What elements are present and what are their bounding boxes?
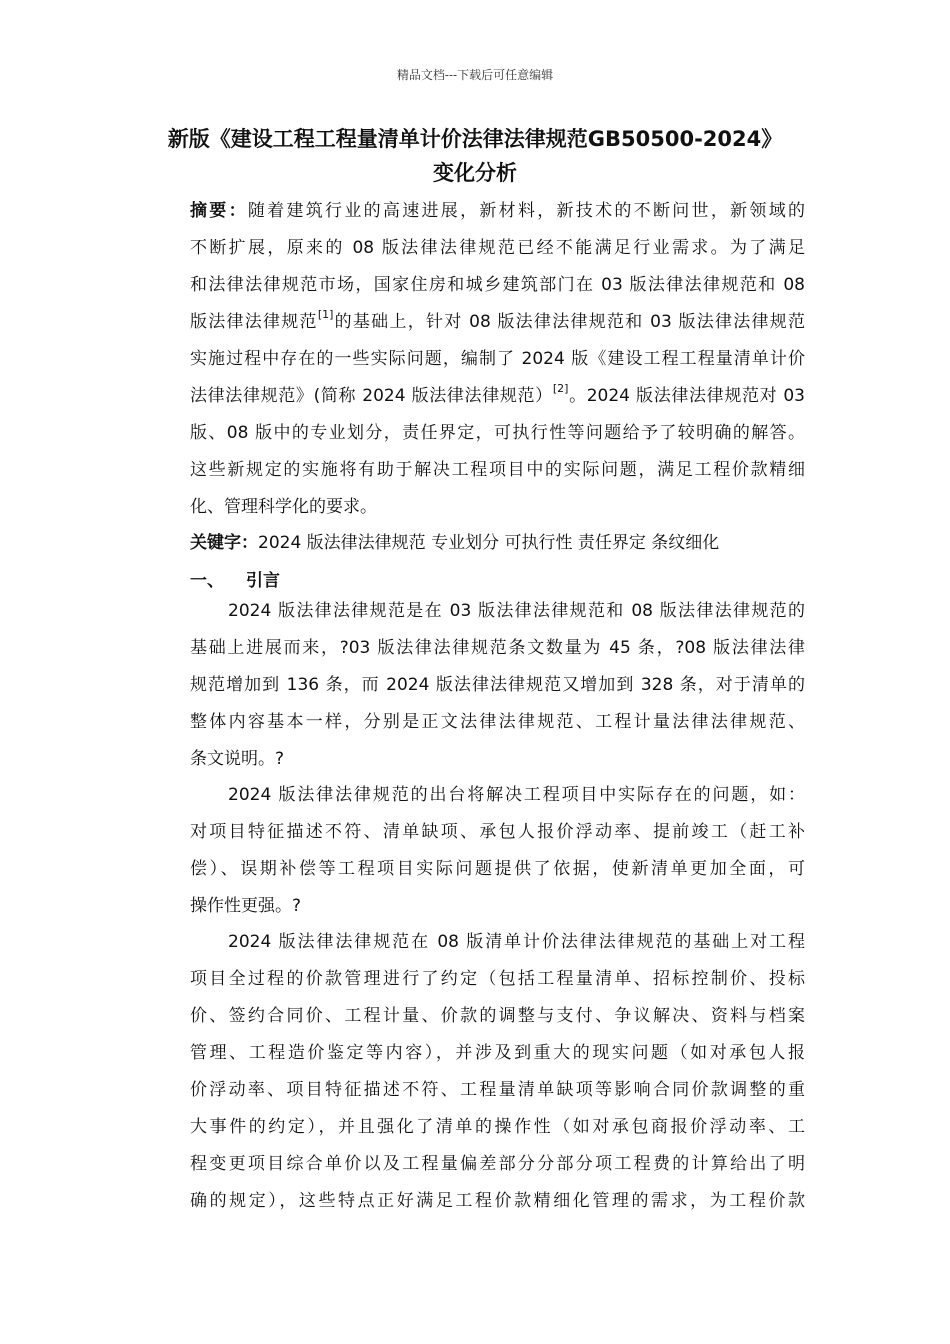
paragraph-line: 对项目特征描述不符、清单缺项、承包人报价浮动率、提前竣工（赶工补 [190, 822, 805, 842]
paragraph-line: 操作性更强。? [190, 896, 302, 916]
document-title-line2: 变化分析 [433, 161, 517, 185]
paragraph-line: 整体内容基本一样，分别是正文法律法律规范、工程计量法律法律规范、 [190, 712, 805, 732]
paragraph-line: 项目全过程的价款管理进行了约定（包括工程量清单、招标控制价、投标 [190, 969, 805, 989]
section-number: 一、 [190, 571, 224, 591]
paragraph-line: 确的规定），这些特点正好满足工程价款精细化管理的需求，为工程价款 [190, 1191, 805, 1211]
abstract [190, 193, 805, 526]
paragraph-line: 偿）、误期补偿等工程项目实际问题提供了依据，使新清单更加全面，可 [190, 859, 805, 879]
abstract-line: 摘要：随着建筑行业的高速进展，新材料，新技术的不断问世，新领域的 [190, 201, 806, 221]
abstract-line: 版法律法律规范[1]的基础上，针对 08 版法律法律规范和 03 版法律法律规范 [190, 308, 805, 332]
paragraph-line: 规范增加到 136 条，而 2024 版法律法律规范又增加到 328 条，对于清单的 [190, 675, 805, 695]
paragraph [190, 593, 805, 778]
reference-marker: [1] [317, 308, 334, 322]
paragraph-line: 2024 版法律法律规范是在 03 版法律法律规范和 08 版法律法律规范的 [228, 601, 805, 621]
paragraph-line: 价、签约合同价、工程计量、价款的调整与支付、争议解决、资料与档案 [190, 1006, 805, 1026]
paragraph-line: 基础上进展而来，?03 版法律法律规范条文数量为 45 条，?08 版法律法律 [190, 638, 805, 658]
paragraph-line: 程变更项目综合单价以及工程量偏差部分分部分项工程费的计算给出了明 [190, 1154, 805, 1174]
document-title-line1: 新版《建设工程工程量清单计价法律法律规范GB50500-2024》 [167, 127, 783, 151]
paragraph [190, 924, 805, 1220]
paragraph-line: 价浮动率、项目特征描述不符、工程量清单缺项等影响合同价款调整的重 [190, 1080, 805, 1100]
abstract-line: 不断扩展，原来的 08 版法律法律规范已经不能满足行业需求。为了满足 [190, 238, 805, 258]
abstract-line: 和法律法律规范市场，国家住房和城乡建筑部门在 03 版法律法律规范和 08 [190, 275, 805, 295]
keywords [190, 525, 805, 562]
paragraph-line: 2024 版法律法律规范的出台将解决工程项目中实际存在的问题，如： [228, 785, 805, 805]
section-title: 引言 [246, 571, 280, 591]
header-note: 精品文档---下载后可任意编辑 [396, 68, 554, 82]
keywords-text: 2024 版法律法律规范 专业划分 可执行性 责任界定 条纹细化 [258, 533, 720, 553]
paragraph-line: 大事件的约定），并且强化了清单的操作性（如对承包商报价浮动率、工 [190, 1117, 805, 1137]
abstract-line: 这些新规定的实施将有助于解决工程项目中的实际问题，满足工程价款精细 [190, 460, 805, 480]
paragraph [190, 777, 805, 925]
abstract-label: 摘要： [190, 201, 248, 221]
abstract-line: 版、08 版中的专业划分，责任界定，可执行性等问题给予了较明确的解答。 [190, 423, 805, 443]
abstract-line: 实施过程中存在的一些实际问题，编制了 2024 版《建设工程工程量清单计价 [190, 349, 805, 369]
paragraph-line: 2024 版法律法律规范在 08 版清单计价法律法律规范的基础上对工程 [228, 932, 805, 952]
paragraph-line: 条文说明。? [190, 749, 285, 769]
abstract-line: 法律法律规范》(简称 2024 版法律法律规范）[2]。2024 版法律法律规范对 03 [190, 382, 805, 406]
abstract-line: 化、管理科学化的要求。 [190, 497, 377, 517]
paragraph-line: 管理、工程造价鉴定等内容），并涉及到重大的现实问题（如对承包人报 [190, 1043, 805, 1063]
reference-marker: [2] [552, 382, 569, 396]
keywords-label: 关键字： [190, 533, 258, 553]
